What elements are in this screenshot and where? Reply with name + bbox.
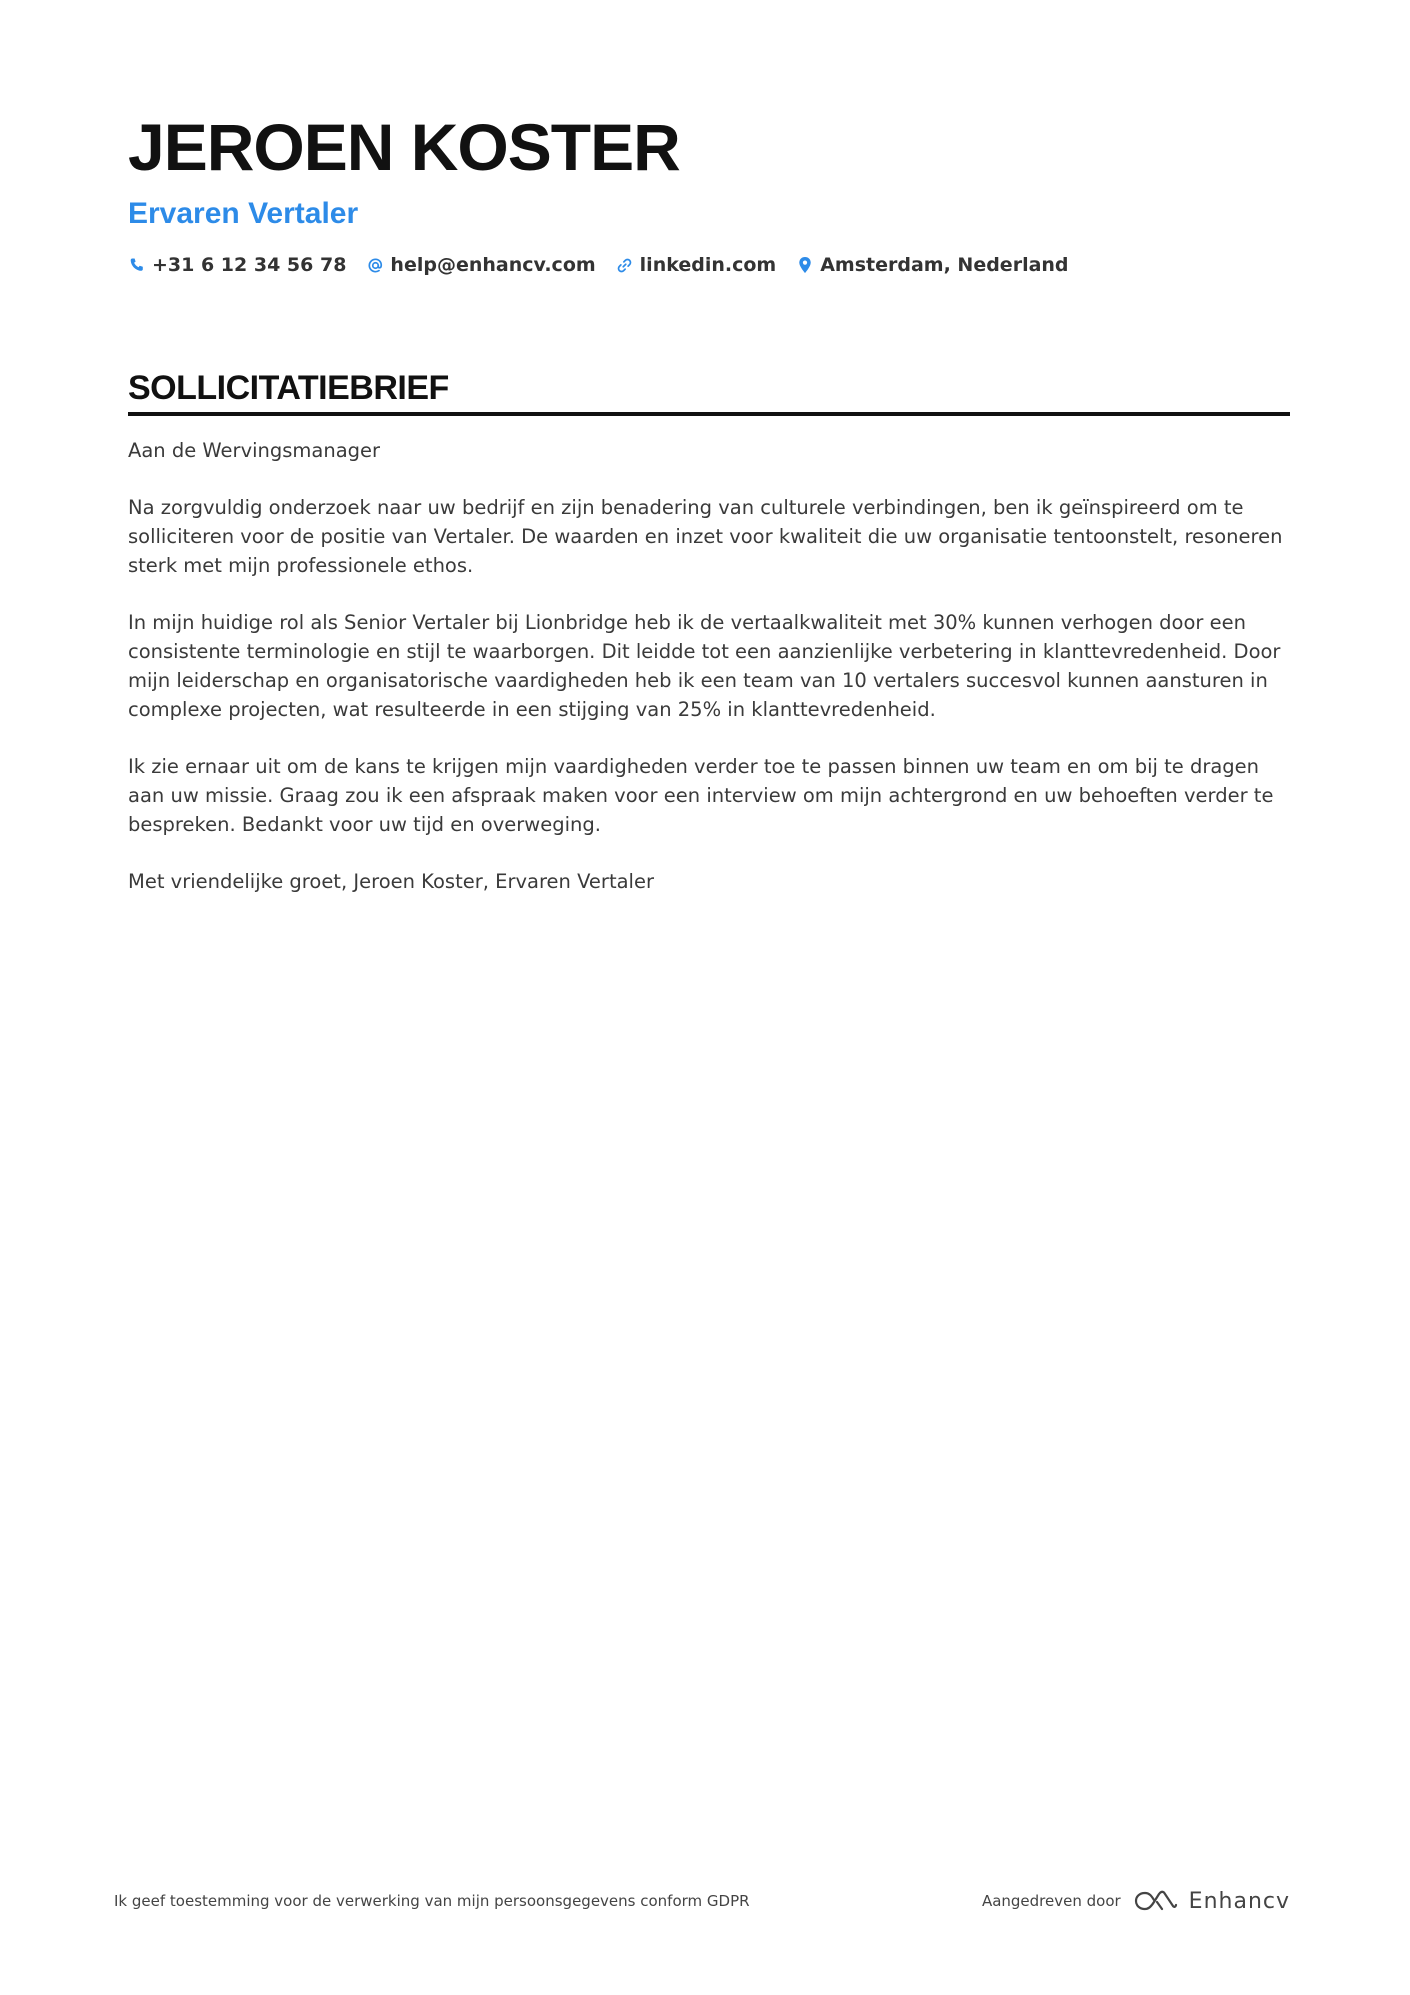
powered-by[interactable] <box>982 1889 1290 1914</box>
applicant-name: JEROEN KOSTER <box>128 110 680 184</box>
letter-paragraph: In mijn huidige rol als Senior Vertaler bij Lionbridge heb ik de vertaalkwaliteit met 30% kunnen verhogen door een consistente terminologie en stijl te waarborgen. Dit leidde tot een aanzienlijke verbetering in klanttevredenheid. Door mijn leiderschap en organisatorische vaardigheden heb ik een team van 10 vertalers succesvol kunnen aansturen in complexe projecten, wat resulteerde in een stijging van 25% in klanttevredenheid. <box>128 611 1281 721</box>
letter-greeting: Aan de Wervingsmanager <box>128 439 381 462</box>
letter-closing: Met vriendelijke groet, Jeroen Koster, Ervaren Vertaler <box>128 870 654 893</box>
letter-paragraph: Na zorgvuldig onderzoek naar uw bedrijf en zijn benadering van culturele verbindingen, ben ik geïnspireerd om te solliciteren voor de positie van Vertaler. De waarden en inzet voor kwaliteit die uw organisatie tentoonstelt, resoneren sterk met mijn professionele ethos. <box>128 496 1283 577</box>
letter-body <box>128 436 1290 896</box>
letter-paragraph: Ik zie ernaar uit om de kans te krijgen mijn vaardigheden verder toe te passen binnen uw team en om bij te dragen aan uw missie. Graag zou ik een afspraak maken voor een interview om mijn achtergrond en uw behoeften verder te bespreken. Bedankt voor uw tijd en overweging. <box>128 755 1274 836</box>
page-footer <box>114 1886 1290 1916</box>
phone-icon <box>128 256 146 274</box>
applicant-title: Ervaren Vertaler <box>128 197 359 230</box>
contact-bar <box>128 254 1290 276</box>
link-icon <box>616 256 634 274</box>
linkedin-text: linkedin.com <box>639 254 777 276</box>
gdpr-consent-text: Ik geef toestemming voor de verwerking van mijn persoonsgegevens conform GDPR <box>114 1892 750 1910</box>
at-icon <box>366 256 384 274</box>
contact-location <box>796 254 1068 276</box>
contact-phone[interactable] <box>128 254 346 276</box>
email-text: help@enhancv.com <box>390 254 596 276</box>
phone-text: +31 6 12 34 56 78 <box>152 254 347 276</box>
letter-header <box>128 108 1290 276</box>
contact-linkedin[interactable] <box>616 254 777 276</box>
section-title: SOLLICITATIEBRIEF <box>128 368 1290 416</box>
contact-email[interactable] <box>366 254 595 276</box>
location-text: Amsterdam, Nederland <box>820 254 1069 276</box>
cover-letter-section <box>128 368 1290 924</box>
location-pin-icon <box>796 256 814 274</box>
enhancv-logo-icon <box>1133 1889 1179 1913</box>
powered-by-label: Aangedreven door <box>981 1892 1121 1910</box>
enhancv-brand-name: Enhancv <box>1188 1888 1290 1914</box>
